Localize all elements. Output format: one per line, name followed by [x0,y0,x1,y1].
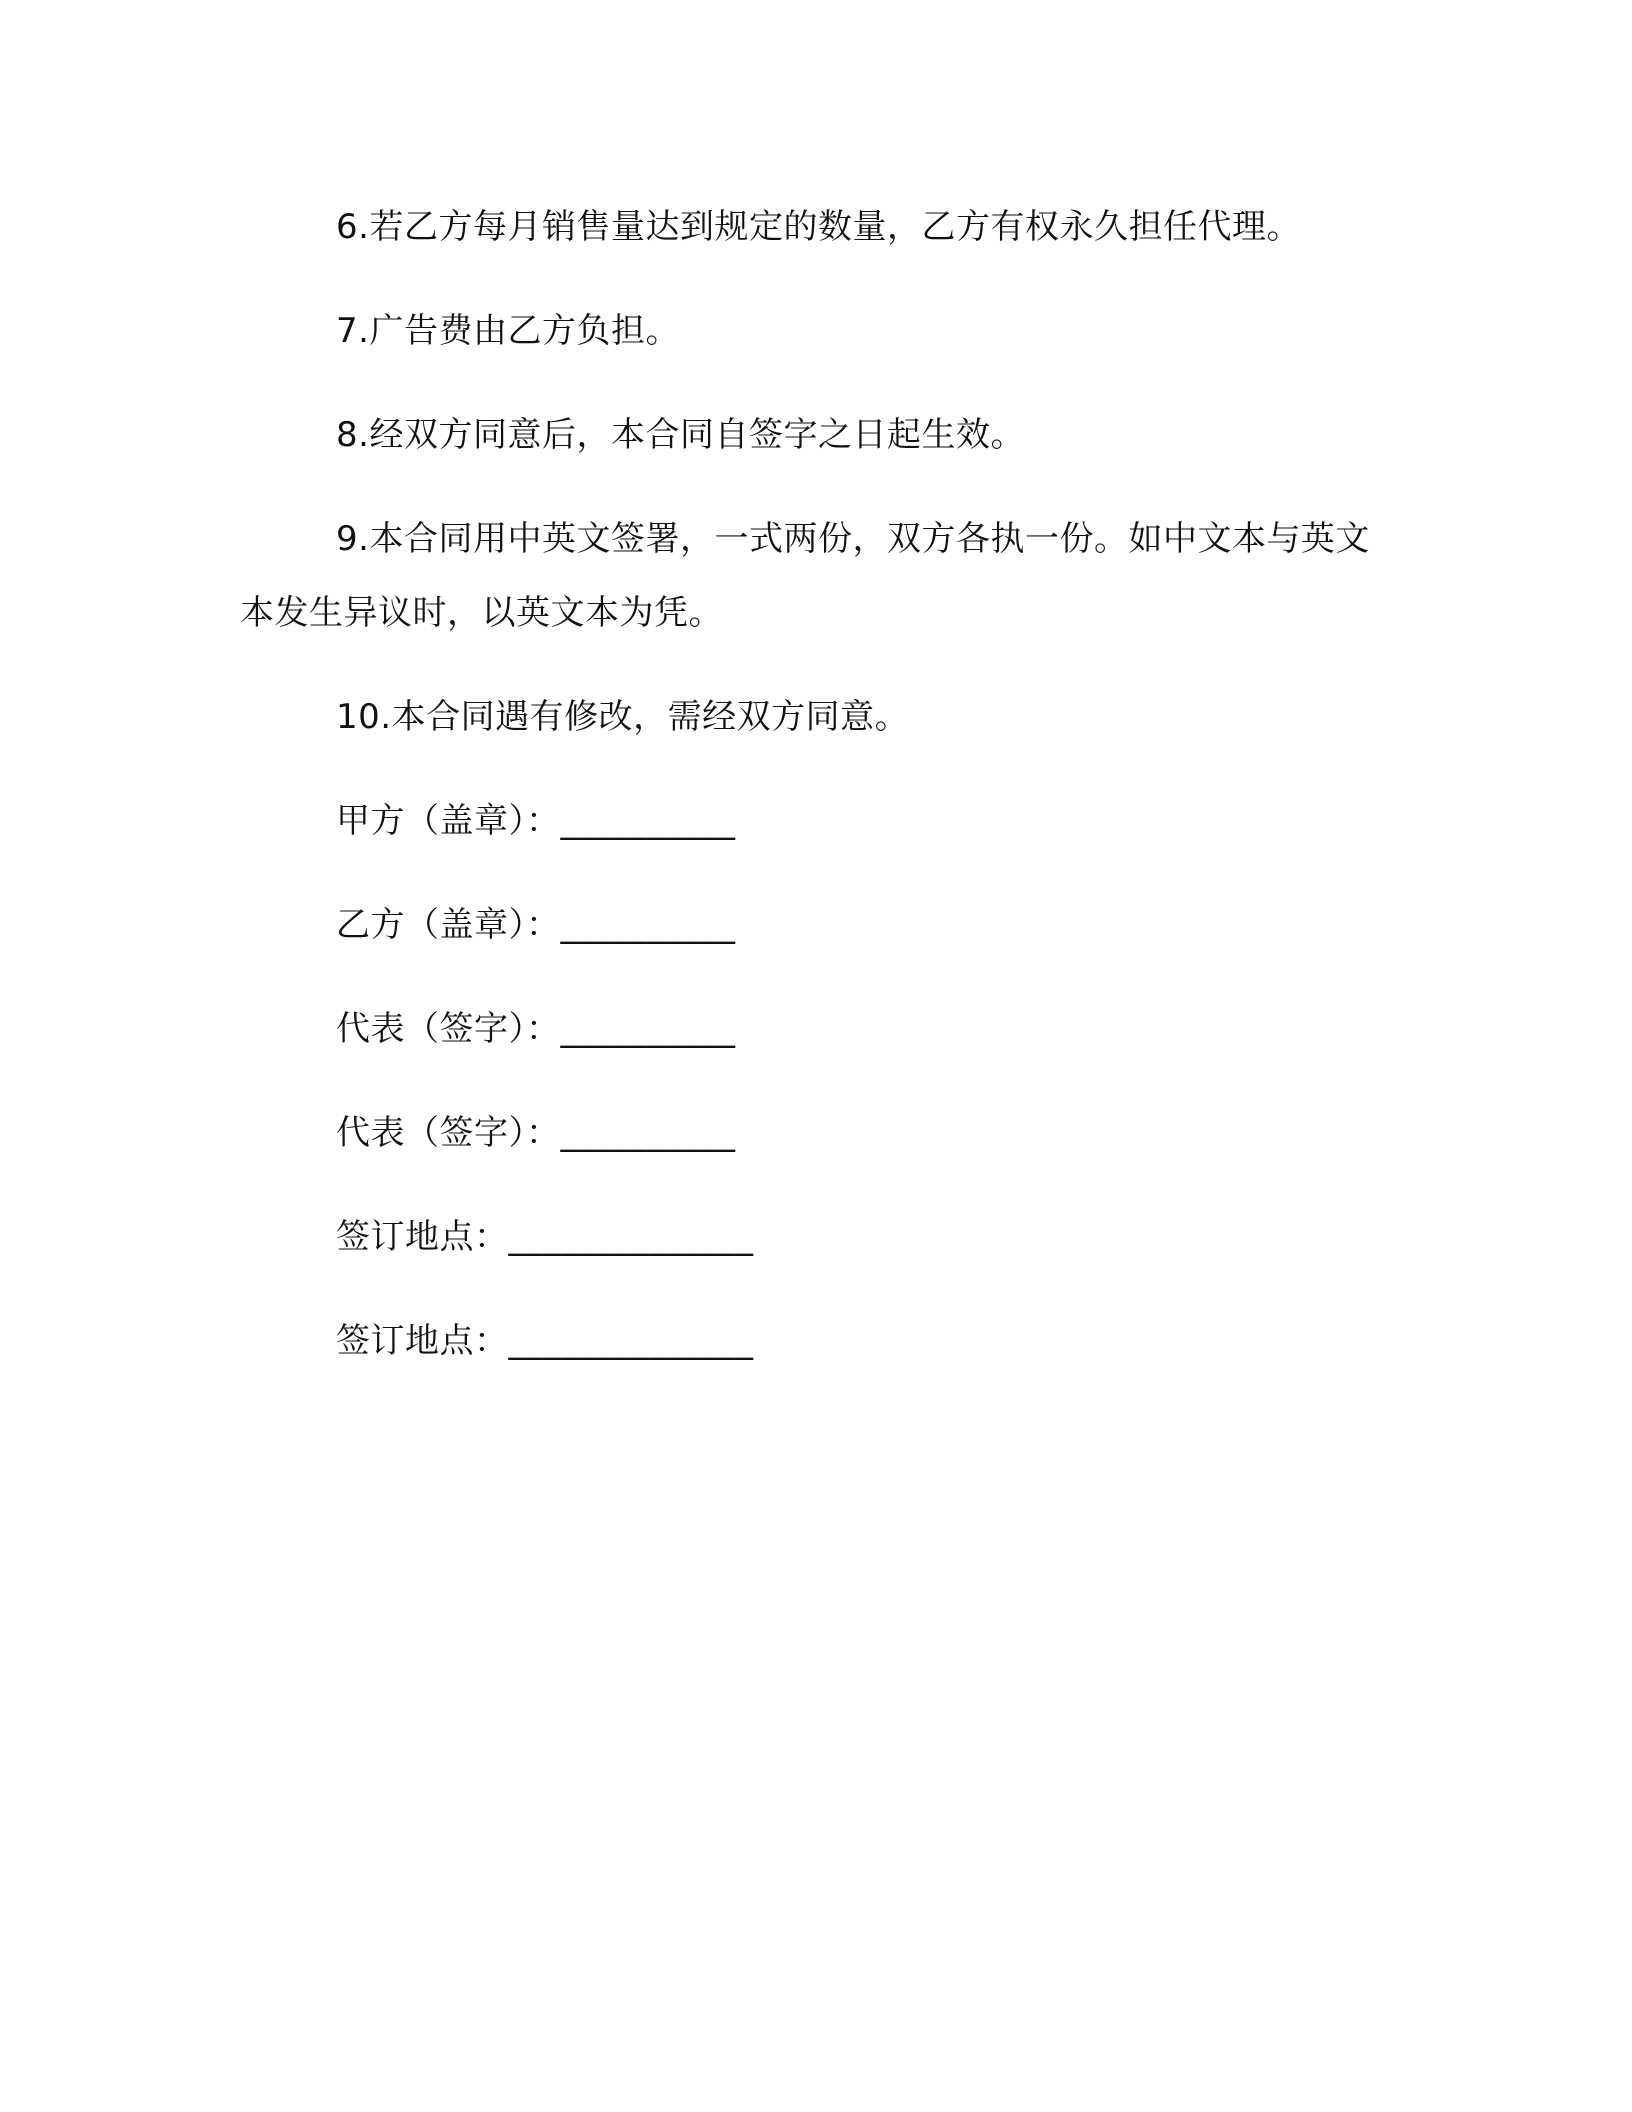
clause-7: 7.广告费由乙方负担。 [336,311,680,351]
representative-signature-line-2: 代表（签字）：__________ [336,1113,736,1153]
document-body [240,190,1390,1378]
clause-6: 6.若乙方每月销售量达到规定的数量，乙方有权永久担任代理。 [336,207,1301,247]
representative-signature-line-1: 代表（签字）：__________ [336,1009,736,1049]
clause-8: 8.经双方同意后，本合同自签字之日起生效。 [336,415,1025,455]
clause-9: 9.本合同用中英文签署，一式两份，双方各执一份。如中文本与英文本发生异议时，以英文本为凭。 [240,519,1370,633]
clause-10: 10.本合同遇有修改，需经双方同意。 [336,697,910,737]
signing-place-line-1: 签订地点：______________ [336,1217,754,1257]
party-a-seal-line: 甲方（盖章）：__________ [336,801,736,841]
signature-block [240,784,1390,1378]
signing-place-line-2: 签订地点：______________ [336,1321,754,1361]
party-b-seal-line: 乙方（盖章）：__________ [336,905,736,945]
